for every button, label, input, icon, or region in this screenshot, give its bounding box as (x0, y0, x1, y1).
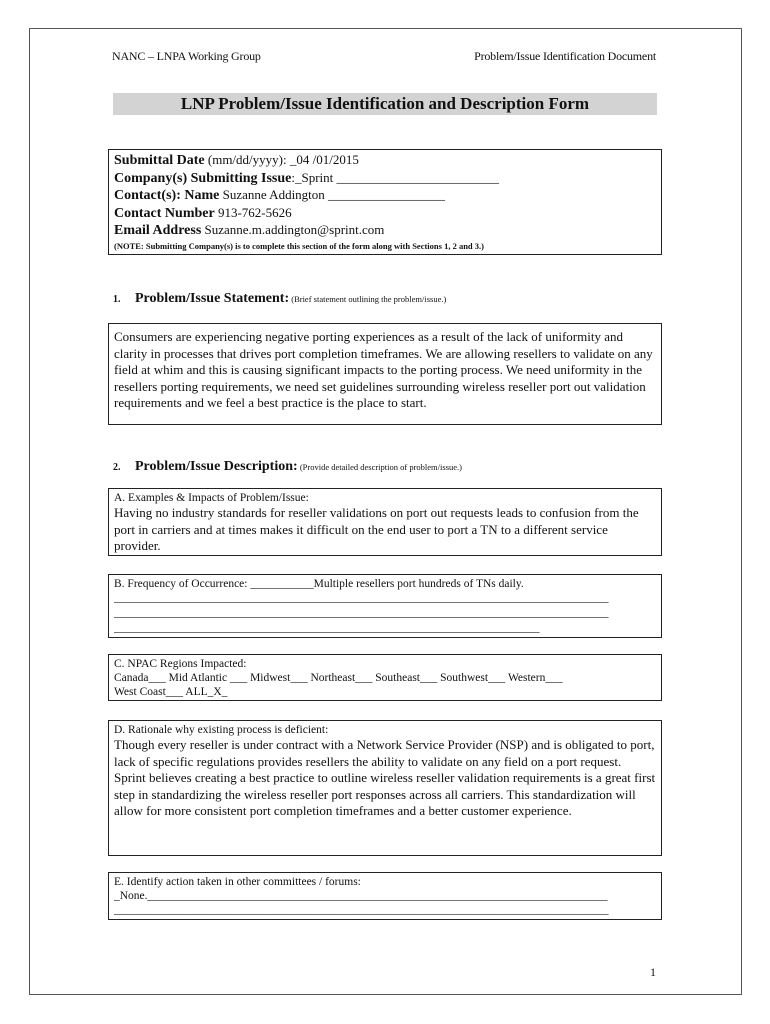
frequency-line-3: __________________________________________________________________________ (114, 622, 540, 634)
frequency-line-2: ______________________________________________________________________________________ (114, 607, 609, 619)
regions-label: C. NPAC Regions Impacted: (114, 658, 247, 670)
submittal-date-format: (mm/dd/yyyy): (204, 152, 287, 167)
submittal-note: (NOTE: Submitting Company(s) is to complete this section of the form along with Sections 1, 2 and 3.) (114, 240, 484, 251)
email-row (114, 222, 656, 240)
form-title: LNP Problem/Issue Identification and Description Form (113, 93, 657, 115)
page-number: 1 (650, 965, 656, 979)
regions-box (108, 654, 662, 701)
submittal-box (108, 149, 662, 255)
frequency-label[interactable]: B. Frequency of Occurrence: ___________Multiple resellers port hundreds of TNs daily. (114, 578, 524, 590)
contact-row (114, 187, 656, 205)
company-row (114, 170, 656, 188)
section-2-hint: (Provide detailed description of problem/issue.) (297, 462, 462, 472)
submittal-date-label: Submittal Date (114, 153, 205, 168)
section-1-hint: (Brief statement outlining the problem/issue.) (289, 294, 447, 304)
section-2-number: 2. (113, 462, 121, 473)
regions-line-2[interactable]: West Coast___ ALL_X_ (114, 686, 228, 698)
rationale-box (108, 720, 662, 856)
email-label: Email Address (114, 223, 202, 238)
other-forums-line-2: ______________________________________________________________________________________ (114, 904, 609, 916)
section-2-heading (113, 459, 462, 475)
examples-box (108, 488, 662, 556)
section-1-heading (113, 291, 446, 307)
contact-value[interactable]: Suzanne Addington __________________ (219, 187, 446, 202)
regions-line-1[interactable]: Canada___ Mid Atlantic ___ Midwest___ Northeast___ Southeast___ Southwest___ Western___ (114, 672, 563, 684)
frequency-box (108, 574, 662, 638)
contact-number-label: Contact Number (114, 205, 215, 221)
submittal-date-value[interactable]: _04 /01/2015 (286, 152, 359, 167)
company-label: Company(s) Submitting Issue (114, 170, 292, 186)
rationale-text[interactable]: Though every reseller is under contract with a Network Service Provider (NSP) and is obligated to port, lack of specific regulations provides resellers the ability to validate on any field on a port request. Sprint believes creating a best practice to outline wireless reseller validation requirements is a great first step in standardizing the wireless reseller port responses across all carriers. This standardization will allow for more consistent port completion timeframes and a better customer experience. (114, 737, 656, 818)
frequency-line-1: ______________________________________________________________________________________ (114, 592, 609, 604)
contact-number-row (114, 205, 656, 223)
contact-label: Contact(s): Name (114, 188, 220, 203)
section-2-title: Problem/Issue Description: (135, 459, 298, 474)
examples-text[interactable]: Having no industry standards for reseller validations on port out requests leads to confusion from the port in carriers and at times makes it difficult on the end user to port a TN to a different service provider. (114, 505, 639, 553)
section-1-title: Problem/Issue Statement: (135, 291, 290, 306)
problem-statement-box (108, 323, 662, 425)
submittal-date-row (114, 152, 656, 170)
problem-statement-text[interactable]: Consumers are experiencing negative porting experiences as a result of the lack of uniformity and clarity in processes that drives port completion timeframes. We are allowing resellers to validate on any field at whim and this is causing significant impacts to the porting process. We need uniformity in the resellers porting requirements, we need set guidelines surrounding wireless reseller port out validation requirements and we feel a best practice is the place to start. (114, 329, 653, 410)
header-left: NANC – LNPA Working Group (112, 49, 261, 63)
contact-number-value[interactable]: 913-762-5626 (214, 204, 292, 220)
other-forums-box (108, 872, 662, 920)
section-1-number: 1. (113, 294, 121, 305)
company-value[interactable]: :_Sprint _________________________ (291, 169, 500, 185)
header-right: Problem/Issue Identification Document (474, 49, 656, 63)
other-forums-line-1[interactable]: _None.________________________________________________________________________________ (114, 890, 608, 902)
examples-label: A. Examples & Impacts of Problem/Issue: (114, 492, 309, 504)
other-forums-label: E. Identify action taken in other committees / forums: (114, 876, 361, 888)
rationale-label: D. Rationale why existing process is deficient: (114, 724, 329, 736)
email-value[interactable]: Suzanne.m.addington@sprint.com (201, 222, 385, 237)
